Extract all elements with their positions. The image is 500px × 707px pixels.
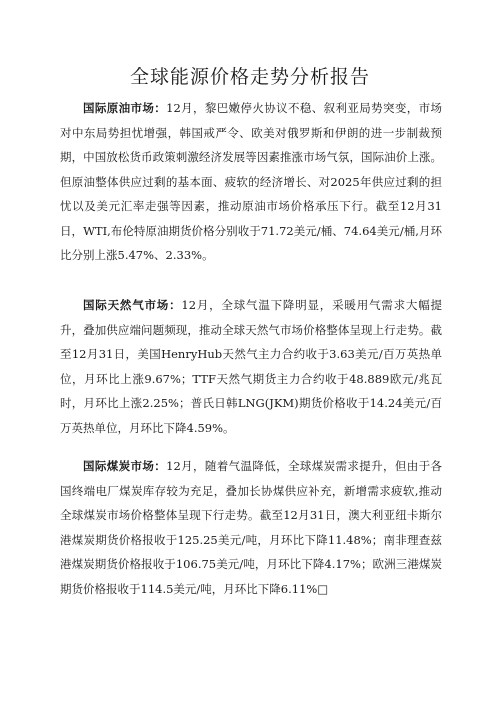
section-lead-crude-oil: 国际原油市场：: [83, 101, 167, 115]
section-lead-natural-gas: 国际天然气市场：: [83, 298, 182, 312]
section-body-coal: 12月，随着气温降低，全球煤炭需求提升，但由于各国终端电厂煤炭库存较为充足，叠加长协煤供应补充，新增需求疲软,推动全球煤炭市场价格整体呈现下行走势。截至12月31日，澳大利亚纽卡斯尔港煤炭期货价格报收于125.25美元/吨，月环比下降11.48%；南非理查兹港煤炭期货价格报收于106.75美元/吨，月环比下降4.17%；欧洲三港煤炭期货价格报收于114.5美元/吨，月环比下降6.11%□: [60, 459, 442, 596]
section-body-natural-gas: 12月，全球气温下降明显，采暖用气需求大幅提升，叠加供应端问题频现，推动全球天然气市场价格整体呈现上行走势。截至12月31日，美国HenryHub天然气主力合约收于3.63美元/百万英热单位，月环比上涨9.67%；TTF天然气期货主力合约收于48.889欧元/兆瓦时，月环比上涨2.25%；普氏日韩LNG(JKM)期货价格收于14.24美元/百万英热单位，月环比下降4.59%。: [60, 298, 442, 435]
section-crude-oil: [60, 96, 442, 268]
section-coal: [60, 454, 442, 601]
report-title: 全球能源价格走势分析报告: [129, 66, 370, 88]
section-body-crude-oil: 12月，黎巴嫩停火协议不稳、叙利亚局势突变，市场对中东局势担忧增强，韩国戒严令、欧美对俄罗斯和伊朗的进一步制裁预期，中国放松货币政策刺激经济发展等因素推涨市场气氛，国际油价上涨。但原油整体供应过剩的基本面、疲软的经济增长、对2025年供应过剩的担忧以及美元汇率走强等因素，推动原油市场价格承压下行。截至12月31日，WTI,布伦特原油期货价格分别收于71.72美元/桶、74.64美元/桶,月环比分别上涨5.47%、2.33%。: [60, 101, 442, 262]
section-natural-gas: [60, 293, 442, 440]
section-lead-coal: 国际煤炭市场：: [83, 459, 167, 473]
